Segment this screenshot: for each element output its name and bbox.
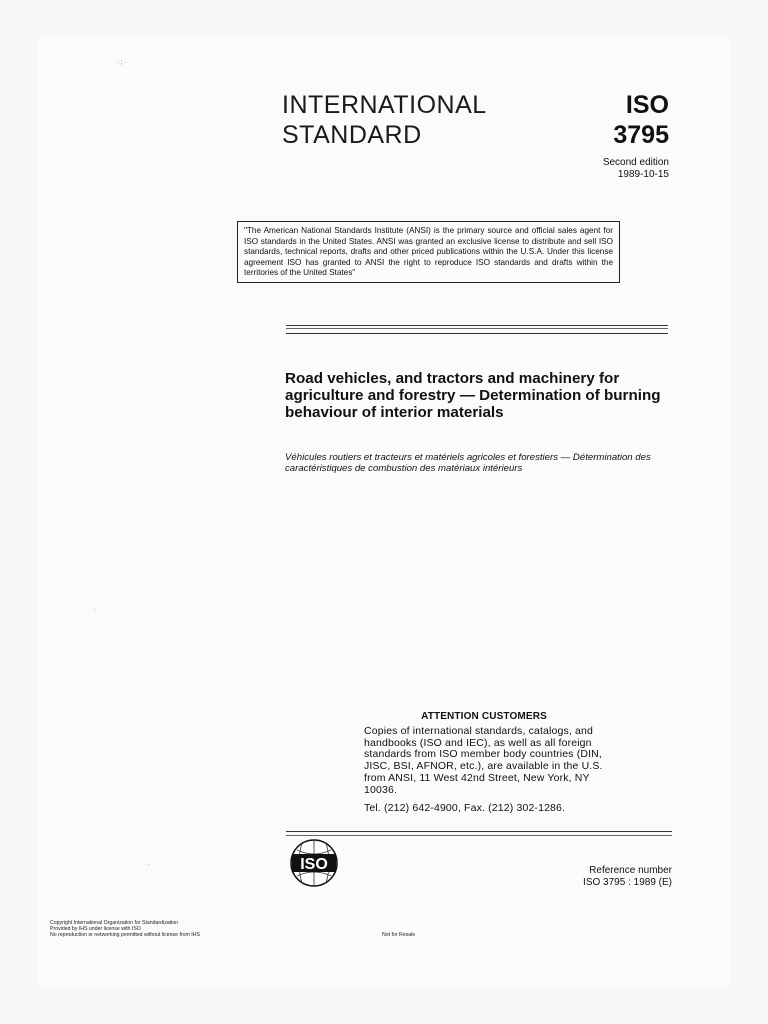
not-for-resale: Not for Resale — [382, 932, 416, 938]
iso-number: 3795 — [613, 121, 669, 149]
ansi-notice-box: "The American National Standards Institute (ANSI) is the primary source and official sales agent for ISO standards in the United States. ANSI was granted an exclusive license to distribute and sell ISO standards, technical reports, drafts and other priced publications within the U.S.A. Under this license agreement ISO has granted to ANSI the right to reproduce ISO standards and drafts within the territories of the United States" — [237, 221, 620, 283]
iso-label: ISO — [625, 91, 669, 119]
iso-designation — [613, 90, 669, 150]
document-title: Road vehicles, and tractors and machinery for agriculture and forestry — Determination of burning behaviour of interior materials — [285, 370, 661, 421]
reference-number — [583, 865, 672, 889]
edition-date: 1989-10-15 — [617, 169, 669, 180]
attention-heading: ATTENTION CUSTOMERS — [421, 711, 547, 722]
doc-type-line1: INTERNATIONAL — [282, 91, 487, 119]
footer-line1: Copyright International Organization for Standardization — [50, 920, 179, 926]
scan-speck: · — [94, 607, 96, 613]
attention-body: Copies of international standards, catalogs, and handbooks (ISO and IEC), as well as all foreign standards from ISO member body countries (DIN, JISC, BSI, AFNOR, etc.), are available in the U.S. from ANSI, 11 West 42nd Street, New York, NY 10036. — [364, 724, 603, 796]
doc-type-line2: STANDARD — [282, 121, 422, 149]
iso-logo-text: ISO — [300, 856, 328, 873]
attention-customers-notice — [364, 711, 604, 814]
attention-contact: Tel. (212) 642-4900, Fax. (212) 302-1286. — [364, 801, 566, 814]
footer-line2: Provided by IHS under license with ISO — [50, 926, 141, 932]
footer-line3: No reproduction or networking permitted without license from IHS — [50, 932, 200, 938]
reference-value: ISO 3795 : 1989 (E) — [583, 877, 672, 888]
document-type — [282, 90, 487, 150]
scan-speck: · — [148, 862, 150, 868]
edition-info — [603, 157, 669, 181]
reference-label: Reference number — [589, 865, 672, 876]
footer-divider — [286, 831, 672, 836]
scan-speck: · ; · — [117, 60, 126, 66]
copyright-footer — [50, 920, 200, 938]
iso-logo-icon — [288, 838, 340, 888]
french-title: Véhicules routiers et tracteurs et matériels agricoles et forestiers — Détermination des caractéristiques de combustion des matériaux intérieurs — [285, 452, 651, 474]
title-divider — [286, 325, 668, 334]
edition-label: Second edition — [602, 157, 669, 168]
